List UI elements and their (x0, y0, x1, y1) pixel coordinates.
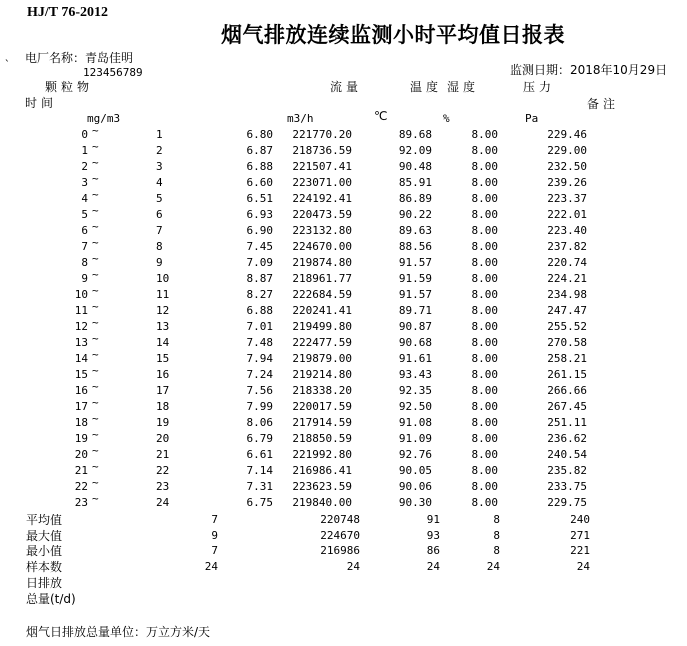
hour-start: 21 (74, 464, 88, 477)
dust-value: 7.56 (246, 384, 273, 397)
hour-start: 17 (74, 400, 88, 413)
table-row (0, 396, 687, 416)
dust-value: 7.99 (246, 400, 273, 413)
dust-value: 7.48 (246, 336, 273, 349)
flow-value: 223071.00 (292, 176, 352, 189)
standard-code: HJ/T 76-2012 (27, 5, 109, 20)
tilde-separator: ~ (92, 476, 99, 489)
monitor-date: 监测日期：2018年10月29日 (510, 63, 668, 77)
plant-mark: ` (4, 58, 11, 71)
temp-value: 90.68 (398, 336, 432, 349)
dust-value: 7.14 (246, 464, 273, 477)
temp-value: 91.57 (398, 256, 432, 269)
hour-start: 11 (74, 304, 88, 317)
hour-start: 10 (74, 288, 88, 301)
summary-row (0, 576, 687, 592)
dust-value: 6.90 (246, 224, 273, 237)
hour-start: 15 (74, 368, 88, 381)
temp-value: 88.56 (398, 240, 432, 253)
temp-value: 89.63 (398, 224, 432, 237)
hour-start: 12 (74, 320, 88, 333)
temp-value: 92.76 (398, 448, 432, 461)
humidity-value: 8.00 (471, 464, 498, 477)
dust-value: 7.45 (246, 240, 273, 253)
hour-start: 14 (74, 352, 88, 365)
dust-value: 6.60 (246, 176, 273, 189)
table-row (0, 268, 687, 288)
hour-start: 19 (74, 432, 88, 445)
hour-start: 7 (81, 240, 88, 253)
hour-start: 16 (74, 384, 88, 397)
hour-end: 10 (156, 272, 170, 285)
col-header-time: 时间 (25, 96, 58, 110)
pressure-value: 267.45 (547, 400, 587, 413)
dust-value: 6.80 (246, 128, 273, 141)
table-row (0, 332, 687, 352)
humidity-value: 8.00 (471, 224, 498, 237)
hour-end: 23 (156, 480, 170, 493)
flow-value: 221770.20 (292, 128, 352, 141)
table-row (0, 316, 687, 336)
temp-value: 91.08 (398, 416, 432, 429)
dust-value: 7.09 (246, 256, 273, 269)
summary-label: 最大值 (26, 529, 63, 543)
tilde-separator: ~ (92, 188, 99, 201)
summary-label: 平均值 (26, 513, 63, 527)
tilde-separator: ~ (92, 380, 99, 393)
hour-end: 11 (156, 288, 170, 301)
temp-value: 92.35 (398, 384, 432, 397)
table-row (0, 476, 687, 496)
hour-end: 24 (156, 496, 170, 509)
pressure-value: 220.74 (547, 256, 587, 269)
humidity-value: 8.00 (471, 352, 498, 365)
dust-value: 7.31 (246, 480, 273, 493)
dust-value: 6.75 (246, 496, 273, 509)
pressure-value: 229.46 (547, 128, 587, 141)
summary-row (0, 513, 687, 529)
hour-end: 1 (156, 128, 163, 141)
col-header-humidity: 湿度 (447, 80, 480, 94)
unit-pressure: Pa (525, 112, 539, 125)
tilde-separator: ~ (92, 396, 99, 409)
table-row (0, 300, 687, 320)
flow-value: 223623.59 (292, 480, 352, 493)
humidity-value: 8.00 (471, 240, 498, 253)
temp-value: 90.30 (398, 496, 432, 509)
dust-value: 8.27 (246, 288, 273, 301)
tilde-separator: ~ (92, 140, 99, 153)
flow-value: 218338.20 (292, 384, 352, 397)
humidity-value: 8.00 (471, 304, 498, 317)
pressure-value: 229.75 (547, 496, 587, 509)
dust-value: 7.01 (246, 320, 273, 333)
pressure-value: 229.00 (547, 144, 587, 157)
hour-end: 15 (156, 352, 170, 365)
summary-humidity-value: 24 (486, 560, 500, 573)
humidity-value: 8.00 (471, 432, 498, 445)
humidity-value: 8.00 (471, 160, 498, 173)
pressure-value: 237.82 (547, 240, 587, 253)
hour-start: 8 (81, 256, 88, 269)
summary-pressure-value: 240 (570, 513, 590, 526)
summary-row (0, 544, 687, 560)
flow-value: 220017.59 (292, 400, 352, 413)
summary-dust-value: 7 (211, 513, 218, 526)
table-row (0, 412, 687, 432)
tilde-separator: ~ (92, 460, 99, 473)
hour-end: 4 (156, 176, 163, 189)
summary-dust-value: 24 (204, 560, 218, 573)
summary-label: 日排放 (26, 576, 63, 590)
flow-value: 224192.41 (292, 192, 352, 205)
temp-value: 90.48 (398, 160, 432, 173)
summary-pressure-value: 271 (570, 529, 590, 542)
pressure-value: 235.82 (547, 464, 587, 477)
flow-value: 219840.00 (292, 496, 352, 509)
col-header-pressure: 压力 (523, 80, 556, 94)
flow-value: 216986.41 (292, 464, 352, 477)
table-row (0, 364, 687, 384)
pressure-value: 223.37 (547, 192, 587, 205)
humidity-value: 8.00 (471, 208, 498, 221)
hour-start: 0 (81, 128, 88, 141)
dust-value: 8.87 (246, 272, 273, 285)
flow-value: 219879.00 (292, 352, 352, 365)
col-header-temp: 温度 (410, 80, 443, 94)
hour-end: 5 (156, 192, 163, 205)
flow-value: 219499.80 (292, 320, 352, 333)
tilde-separator: ~ (92, 364, 99, 377)
table-row (0, 236, 687, 256)
hour-end: 7 (156, 224, 163, 237)
pressure-value: 266.66 (547, 384, 587, 397)
col-header-dust: 颗粒物 (45, 80, 94, 94)
dust-value: 6.51 (246, 192, 273, 205)
table-row (0, 348, 687, 368)
tilde-separator: ~ (92, 412, 99, 425)
hour-end: 20 (156, 432, 170, 445)
hour-start: 3 (81, 176, 88, 189)
hour-end: 6 (156, 208, 163, 221)
humidity-value: 8.00 (471, 320, 498, 333)
flow-value: 220241.41 (292, 304, 352, 317)
hour-end: 22 (156, 464, 170, 477)
table-row (0, 204, 687, 224)
dust-value: 8.06 (246, 416, 273, 429)
temp-value: 85.91 (398, 176, 432, 189)
humidity-value: 8.00 (471, 336, 498, 349)
pressure-value: 224.21 (547, 272, 587, 285)
temp-value: 90.22 (398, 208, 432, 221)
flow-value: 218961.77 (292, 272, 352, 285)
unit-temp: ℃ (374, 109, 388, 123)
hour-end: 13 (156, 320, 170, 333)
summary-pressure-value: 221 (570, 544, 590, 557)
summary-label: 最小值 (26, 544, 63, 558)
temp-value: 86.89 (398, 192, 432, 205)
pressure-value: 247.47 (547, 304, 587, 317)
temp-value: 92.09 (398, 144, 432, 157)
hour-end: 21 (156, 448, 170, 461)
tilde-separator: ~ (92, 300, 99, 313)
dust-value: 6.93 (246, 208, 273, 221)
tilde-separator: ~ (92, 332, 99, 345)
tilde-separator: ~ (92, 428, 99, 441)
summary-flow-value: 220748 (320, 513, 360, 526)
table-row (0, 492, 687, 512)
summary-humidity-value: 8 (493, 513, 500, 526)
hour-end: 17 (156, 384, 170, 397)
pressure-value: 255.52 (547, 320, 587, 333)
pressure-value: 240.54 (547, 448, 587, 461)
plant-code: 123456789 (83, 66, 143, 79)
table-row (0, 380, 687, 400)
temp-value: 90.06 (398, 480, 432, 493)
flow-value: 220473.59 (292, 208, 352, 221)
col-header-remark: 备注 (587, 97, 620, 111)
humidity-value: 8.00 (471, 256, 498, 269)
temp-value: 91.57 (398, 288, 432, 301)
table-row (0, 140, 687, 160)
tilde-separator: ~ (92, 268, 99, 281)
summary-humidity-value: 8 (493, 529, 500, 542)
humidity-value: 8.00 (471, 384, 498, 397)
table-row (0, 156, 687, 176)
table-row (0, 460, 687, 480)
summary-temp-value: 91 (426, 513, 440, 526)
tilde-separator: ~ (92, 348, 99, 361)
dust-value: 6.88 (246, 160, 273, 173)
summary-temp-value: 86 (426, 544, 440, 557)
pressure-value: 223.40 (547, 224, 587, 237)
tilde-separator: ~ (92, 284, 99, 297)
hour-start: 6 (81, 224, 88, 237)
flow-value: 221992.80 (292, 448, 352, 461)
temp-value: 90.87 (398, 320, 432, 333)
pressure-value: 232.50 (547, 160, 587, 173)
pressure-value: 222.01 (547, 208, 587, 221)
temp-value: 91.59 (398, 272, 432, 285)
pressure-value: 258.21 (547, 352, 587, 365)
flow-value: 224670.00 (292, 240, 352, 253)
unit-flow: m3/h (287, 112, 314, 125)
table-row (0, 188, 687, 208)
summary-humidity-value: 8 (493, 544, 500, 557)
hour-start: 5 (81, 208, 88, 221)
humidity-value: 8.00 (471, 192, 498, 205)
hour-end: 18 (156, 400, 170, 413)
dust-value: 7.24 (246, 368, 273, 381)
flow-value: 219214.80 (292, 368, 352, 381)
hour-start: 2 (81, 160, 88, 173)
table-row (0, 284, 687, 304)
hour-end: 9 (156, 256, 163, 269)
table-row (0, 428, 687, 448)
temp-value: 91.61 (398, 352, 432, 365)
summary-flow-value: 24 (346, 560, 360, 573)
flow-value: 223132.80 (292, 224, 352, 237)
summary-row (0, 560, 687, 576)
tilde-separator: ~ (92, 220, 99, 233)
hour-end: 19 (156, 416, 170, 429)
tilde-separator: ~ (92, 172, 99, 185)
summary-label: 总量(t/d) (26, 592, 76, 606)
humidity-value: 8.00 (471, 480, 498, 493)
summary-pressure-value: 24 (576, 560, 590, 573)
summary-dust-value: 9 (211, 529, 218, 542)
table-row (0, 172, 687, 192)
dust-value: 6.79 (246, 432, 273, 445)
temp-value: 89.68 (398, 128, 432, 141)
pressure-value: 239.26 (547, 176, 587, 189)
hour-end: 16 (156, 368, 170, 381)
summary-row (0, 529, 687, 545)
flow-value: 222477.59 (292, 336, 352, 349)
temp-value: 90.05 (398, 464, 432, 477)
tilde-separator: ~ (92, 156, 99, 169)
hour-start: 9 (81, 272, 88, 285)
tilde-separator: ~ (92, 204, 99, 217)
hour-end: 2 (156, 144, 163, 157)
flow-value: 218736.59 (292, 144, 352, 157)
hour-end: 14 (156, 336, 170, 349)
hour-start: 22 (74, 480, 88, 493)
tilde-separator: ~ (92, 316, 99, 329)
footer-note: 烟气日排放总量单位：万立方米/天 (26, 625, 211, 639)
flow-value: 219874.80 (292, 256, 352, 269)
table-row (0, 444, 687, 464)
humidity-value: 8.00 (471, 144, 498, 157)
temp-value: 93.43 (398, 368, 432, 381)
dust-value: 7.94 (246, 352, 273, 365)
humidity-value: 8.00 (471, 400, 498, 413)
temp-value: 89.71 (398, 304, 432, 317)
pressure-value: 270.58 (547, 336, 587, 349)
dust-value: 6.87 (246, 144, 273, 157)
hour-start: 18 (74, 416, 88, 429)
hour-start: 23 (74, 496, 88, 509)
summary-dust-value: 7 (211, 544, 218, 557)
hour-end: 8 (156, 240, 163, 253)
flow-value: 221507.41 (292, 160, 352, 173)
col-header-flow: 流量 (330, 80, 363, 94)
dust-value: 6.61 (246, 448, 273, 461)
humidity-value: 8.00 (471, 416, 498, 429)
summary-flow-value: 216986 (320, 544, 360, 557)
unit-dust: mg/m3 (87, 112, 121, 125)
flow-value: 217914.59 (292, 416, 352, 429)
tilde-separator: ~ (92, 252, 99, 265)
summary-row (0, 592, 687, 608)
pressure-value: 251.11 (547, 416, 587, 429)
hour-start: 1 (81, 144, 88, 157)
table-row (0, 252, 687, 272)
hour-start: 20 (74, 448, 88, 461)
summary-temp-value: 24 (426, 560, 440, 573)
humidity-value: 8.00 (471, 496, 498, 509)
tilde-separator: ~ (92, 236, 99, 249)
humidity-value: 8.00 (471, 176, 498, 189)
table-row (0, 220, 687, 240)
unit-humidity: % (443, 112, 450, 125)
hour-end: 12 (156, 304, 170, 317)
plant-name: 电厂名称：青岛佳明 (25, 51, 134, 65)
hour-end: 3 (156, 160, 163, 173)
humidity-value: 8.00 (471, 288, 498, 301)
summary-label: 样本数 (26, 560, 63, 574)
temp-value: 92.50 (398, 400, 432, 413)
pressure-value: 236.62 (547, 432, 587, 445)
humidity-value: 8.00 (471, 128, 498, 141)
pressure-value: 261.15 (547, 368, 587, 381)
pressure-value: 234.98 (547, 288, 587, 301)
humidity-value: 8.00 (471, 448, 498, 461)
temp-value: 91.09 (398, 432, 432, 445)
tilde-separator: ~ (92, 124, 99, 137)
pressure-value: 233.75 (547, 480, 587, 493)
hour-start: 13 (74, 336, 88, 349)
dust-value: 6.88 (246, 304, 273, 317)
summary-temp-value: 93 (426, 529, 440, 542)
report-title: 烟气排放连续监测小时平均值日报表 (221, 23, 565, 47)
flow-value: 218850.59 (292, 432, 352, 445)
summary-flow-value: 224670 (320, 529, 360, 542)
hour-start: 4 (81, 192, 88, 205)
tilde-separator: ~ (92, 444, 99, 457)
flow-value: 222684.59 (292, 288, 352, 301)
table-row (0, 124, 687, 144)
tilde-separator: ~ (92, 492, 99, 505)
humidity-value: 8.00 (471, 272, 498, 285)
humidity-value: 8.00 (471, 368, 498, 381)
